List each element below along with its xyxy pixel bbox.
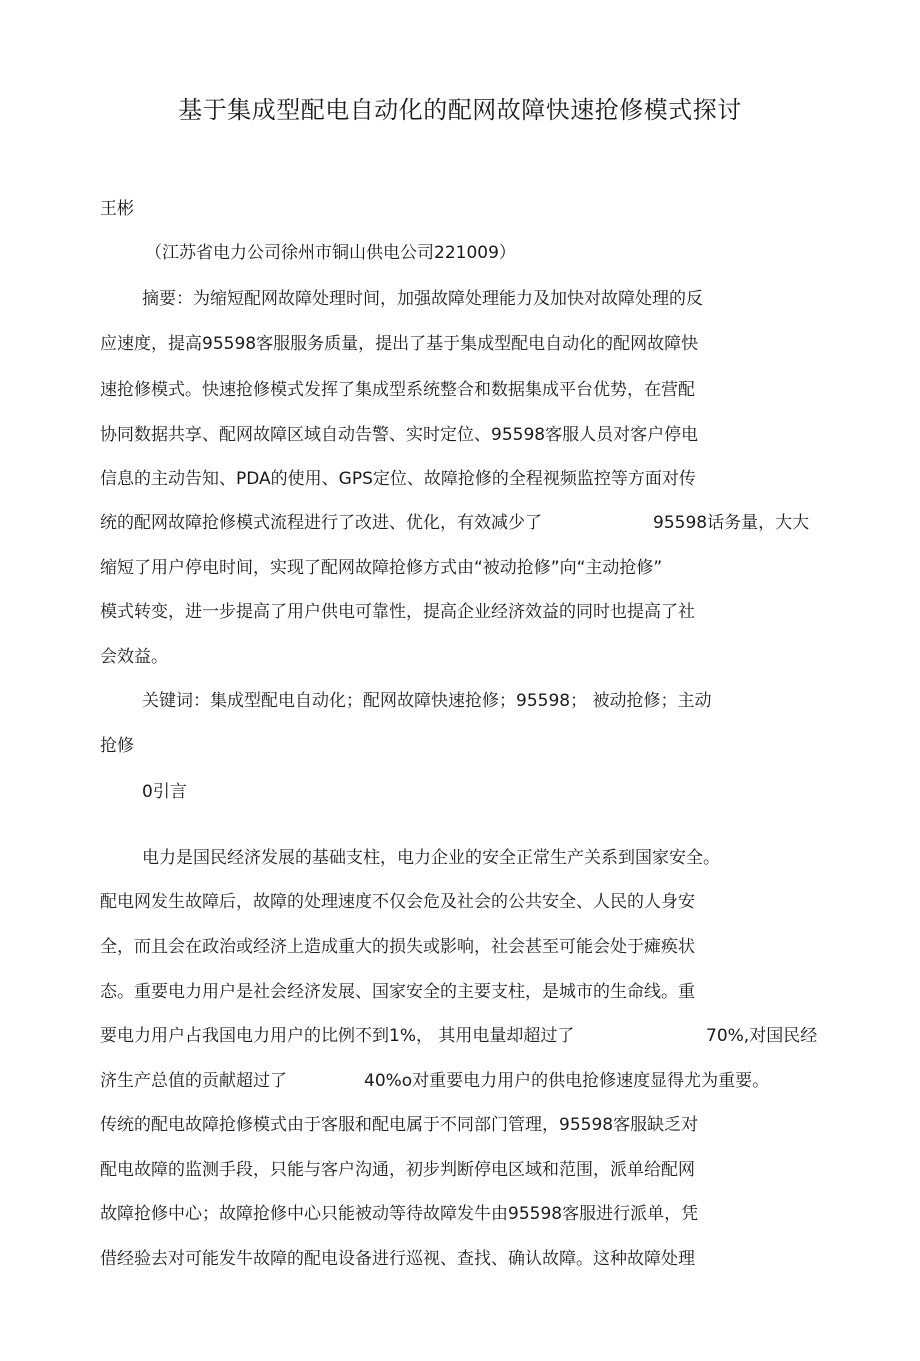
abstract-line: 摘要：为缩短配网故障处理时间，加强故障处理能力及加快对故障处理的反 <box>142 289 703 309</box>
paper-title: 基于集成型配电自动化的配网故障快速抢修模式探讨 <box>178 96 742 124</box>
keywords-line: 抢修 <box>100 736 134 756</box>
abstract-line: 会效益。 <box>100 647 168 667</box>
body-line: 要电力用户占我国电力用户的比例不到1%， 其用电量却超过了 <box>100 1026 575 1046</box>
abstract-line: 模式转变，进一步提高了用户供电可靠性，提高企业经济效益的同时也提高了社 <box>100 602 695 622</box>
body-line: 配电网发生故障后，故障的处理速度不仅会危及社会的公共安全、人民的人身安 <box>100 892 695 912</box>
abstract-line: 协同数据共享、配网故障区域自动告警、实时定位、95598客服人员对客户停电 <box>100 425 699 445</box>
body-line: 济生产总值的贡献超过了 <box>100 1071 287 1091</box>
body-line: 传统的配电故障抢修模式由于客服和配电属于不同部门管理，95598客服缺乏对 <box>100 1115 699 1135</box>
author-affiliation: （江苏省电力公司徐州市铜山供电公司221009） <box>145 243 516 263</box>
body-line: 电力是国民经济发展的基础支柱，电力企业的安全正常生产关系到国家安全。 <box>142 848 720 868</box>
body-line-tail: 70%,对国民经 <box>706 1026 818 1046</box>
body-line: 配电故障的监测手段，只能与客户沟通，初步判断停电区域和范围，派单给配网 <box>100 1160 695 1180</box>
body-line: 态。重要电力用户是社会经济发展、国家安全的主要支柱，是城市的生命线。重 <box>100 982 695 1002</box>
abstract-line: 应速度，提高95598客服服务质量，提出了基于集成型配电自动化的配网故障快 <box>100 334 699 354</box>
author-name: 王彬 <box>100 199 134 219</box>
abstract-line: 统的配网故障抢修模式流程进行了改进、优化，有效减少了 <box>100 513 542 533</box>
abstract-line-tail: 95598话务量，大大 <box>653 513 810 533</box>
section-heading: 0引言 <box>142 782 187 802</box>
body-line-tail: 40%o对重要电力用户的供电抢修速度显得尤为重要。 <box>364 1071 770 1091</box>
body-line: 全，而且会在政治或经济上造成重大的损失或影响，社会甚至可能会处于瘫痪状 <box>100 937 695 957</box>
body-line: 借经验去对可能发牛故障的配电设备进行巡视、查找、确认故障。这种故障处理 <box>100 1249 695 1269</box>
keywords-line: 关键词：集成型配电自动化；配网故障快速抢修；95598； 被动抢修；主动 <box>142 691 712 711</box>
abstract-line: 速抢修模式。快速抢修模式发挥了集成型系统整合和数据集成平台优势，在营配 <box>100 380 695 400</box>
body-line: 故障抢修中心；故障抢修中心只能被动等待故障发牛由95598客服进行派单，凭 <box>100 1204 699 1224</box>
abstract-line: 缩短了用户停电时间，实现了配网故障抢修方式由“被动抢修”向“主动抢修” <box>100 558 663 578</box>
abstract-line: 信息的主动告知、PDA的使用、GPS定位、故障抢修的全程视频监控等方面对传 <box>100 469 696 489</box>
